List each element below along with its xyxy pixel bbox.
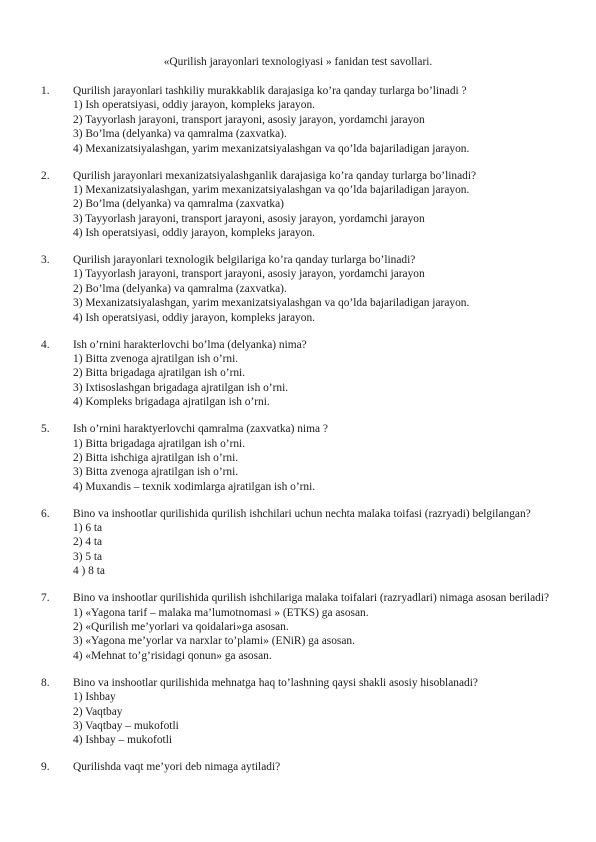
question-body [73, 169, 561, 241]
answer-option: 2) Bitta ishchiga ajratilgan ish o’rni. [73, 451, 239, 464]
answer-option: 1) Tayyorlash jarayoni, transport jarayoni, asosiy jarayon, yordamchi jarayon [73, 268, 425, 281]
answer-option: 4) Ish operatsiyasi, oddiy jarayon, kompleks jarayon. [73, 311, 315, 324]
question-item [41, 591, 561, 663]
question-text: Bino va inshootlar qurilishida mehnatga haq to’lashning qaysi shakli asosiy hisoblanadi? [73, 676, 478, 689]
document-title: «Qurilish jarayonlari texnologiyasi » fanidan test savollari. [163, 56, 433, 68]
answer-option: 3) Vaqtbay – mukofotli [73, 719, 179, 732]
answer-option: 1) Ishbay [73, 691, 116, 704]
question-body [73, 760, 561, 774]
answer-option: 2) «Qurilish me’yorlari va qoidalari»ga asosan. [73, 621, 289, 633]
question-text: Bino va inshootlar qurilishida qurilish ishchilariga malaka toifalari (razryadlari) nimaga asosan beriladi? [73, 592, 550, 605]
answer-option: 2) Bitta brigadaga ajratilgan ish o’rni. [73, 367, 246, 380]
question-item [41, 253, 561, 325]
question-number: 7. [41, 592, 50, 605]
question-text: Ish o’rnini harakterlovchi bo’lma (delyanka) nima? [73, 338, 307, 351]
answer-option: 1) Mexanizatsiyalashgan, yarim mexanizatsiyalashgan va qo’lda bajariladigan jarayon. [73, 183, 470, 196]
question-text: Bino va inshootlar qurilishida qurilish ishchilari uchun nechta malaka toifasi (razryadi) belgilangan? [73, 507, 531, 520]
answer-option: 1) 6 ta [73, 522, 103, 535]
answer-option: 4 ) 8 ta [73, 565, 105, 578]
question-number: 4. [41, 338, 50, 351]
answer-option: 2) Tayyorlash jarayoni, transport jarayoni, asosiy jarayon, yordamchi jarayon [73, 113, 425, 126]
question-item [41, 338, 561, 410]
answer-option: 3) Bitta zvenoga ajratilgan ish o’rni. [73, 466, 239, 479]
question-text: Qurilishda vaqt me’yori deb nimaga aytiladi? [73, 761, 281, 774]
question-text: Qurilish jarayonlari texnologik belgilariga ko’ra qanday turlarga bo’linadi? [73, 254, 416, 267]
question-body [73, 338, 561, 410]
question-item [41, 676, 561, 748]
answer-option: 3) Bo’lma (delyanka) va qamralma (zaxvatka). [73, 128, 287, 141]
question-text: Qurilish jarayonlari mexanizatsiyalashganlik darajasiga ko’ra qanday turlarga bo’linadi? [73, 169, 477, 182]
question-number: 8. [41, 676, 50, 689]
question-item [41, 760, 561, 774]
question-body [73, 507, 561, 579]
question-item [41, 507, 561, 579]
answer-option: 1) «Yagona tarif – malaka ma’lumotnomasi » (ETKS) ga asosan. [73, 606, 369, 619]
answer-option: 4) Ish operatsiyasi, oddiy jarayon, kompleks jarayon. [73, 227, 315, 240]
question-body [73, 253, 561, 325]
question-text: Ish o’rnini haraktyerlovchi qamralma (zaxvatka) nima ? [73, 423, 328, 436]
answer-option: 1) Bitta zvenoga ajratilgan ish o’rni. [73, 353, 239, 365]
answer-option: 2) Vaqtbay [73, 705, 123, 718]
answer-option: 4) Muxandis – texnik xodimlarga ajratilgan ish o’rni. [73, 480, 316, 493]
question-number: 9. [41, 761, 50, 774]
answer-option: 1) Ish operatsiyasi, oddiy jarayon, kompleks jarayon. [73, 99, 315, 112]
answer-option: 3) Tayyorlash jarayoni, transport jarayoni, asosiy jarayon, yordamchi jarayon [73, 212, 425, 225]
answer-option: 2) 4 ta [73, 536, 103, 549]
question-number: 3. [41, 254, 50, 267]
answer-option: 1) Bitta brigadaga ajratilgan ish o’rni. [73, 437, 246, 450]
question-number: 2. [41, 169, 50, 182]
question-number: 5. [41, 423, 50, 436]
question-number: 6. [41, 507, 50, 520]
answer-option: 4) «Mehnat to’g’risidagi qonun» ga asosan. [73, 649, 272, 662]
question-body [73, 676, 561, 748]
answer-option: 4) Mexanizatsiyalashgan, yarim mexanizatsiyalashgan va qo’lda bajariladigan jarayon. [73, 142, 470, 155]
answer-option: 4) Kompleks brigadaga ajratilgan ish o’rni. [73, 396, 270, 409]
question-body [73, 84, 561, 156]
answer-option: 3) Ixtisoslashgan brigadaga ajratilgan ish o’rni. [73, 381, 289, 394]
answer-option: 2) Bo’lma (delyanka) va qamralma (zaxvatka) [73, 198, 284, 211]
answer-option: 3) «Yagona me’yorlar va narxlar to’plami» (ENiR) ga asosan. [73, 635, 355, 648]
answer-option: 4) Ishbay – mukofotli [73, 734, 173, 747]
question-item [41, 422, 561, 494]
question-item [41, 84, 561, 156]
answer-option: 3) 5 ta [73, 550, 103, 563]
question-body [73, 591, 561, 663]
question-item [41, 169, 561, 241]
question-number: 1. [41, 85, 50, 97]
question-body [73, 422, 561, 494]
question-text: Qurilish jarayonlari tashkiliy murakkablik darajasiga ko’ra qanday turlarga bo’linadi ? [73, 85, 467, 97]
answer-option: 3) Mexanizatsiyalashgan, yarim mexanizatsiyalashgan va qo’lda bajariladigan jarayon. [73, 297, 470, 310]
question-list [41, 84, 561, 787]
answer-option: 2) Bo’lma (delyanka) va qamralma (zaxvatka). [73, 282, 287, 295]
